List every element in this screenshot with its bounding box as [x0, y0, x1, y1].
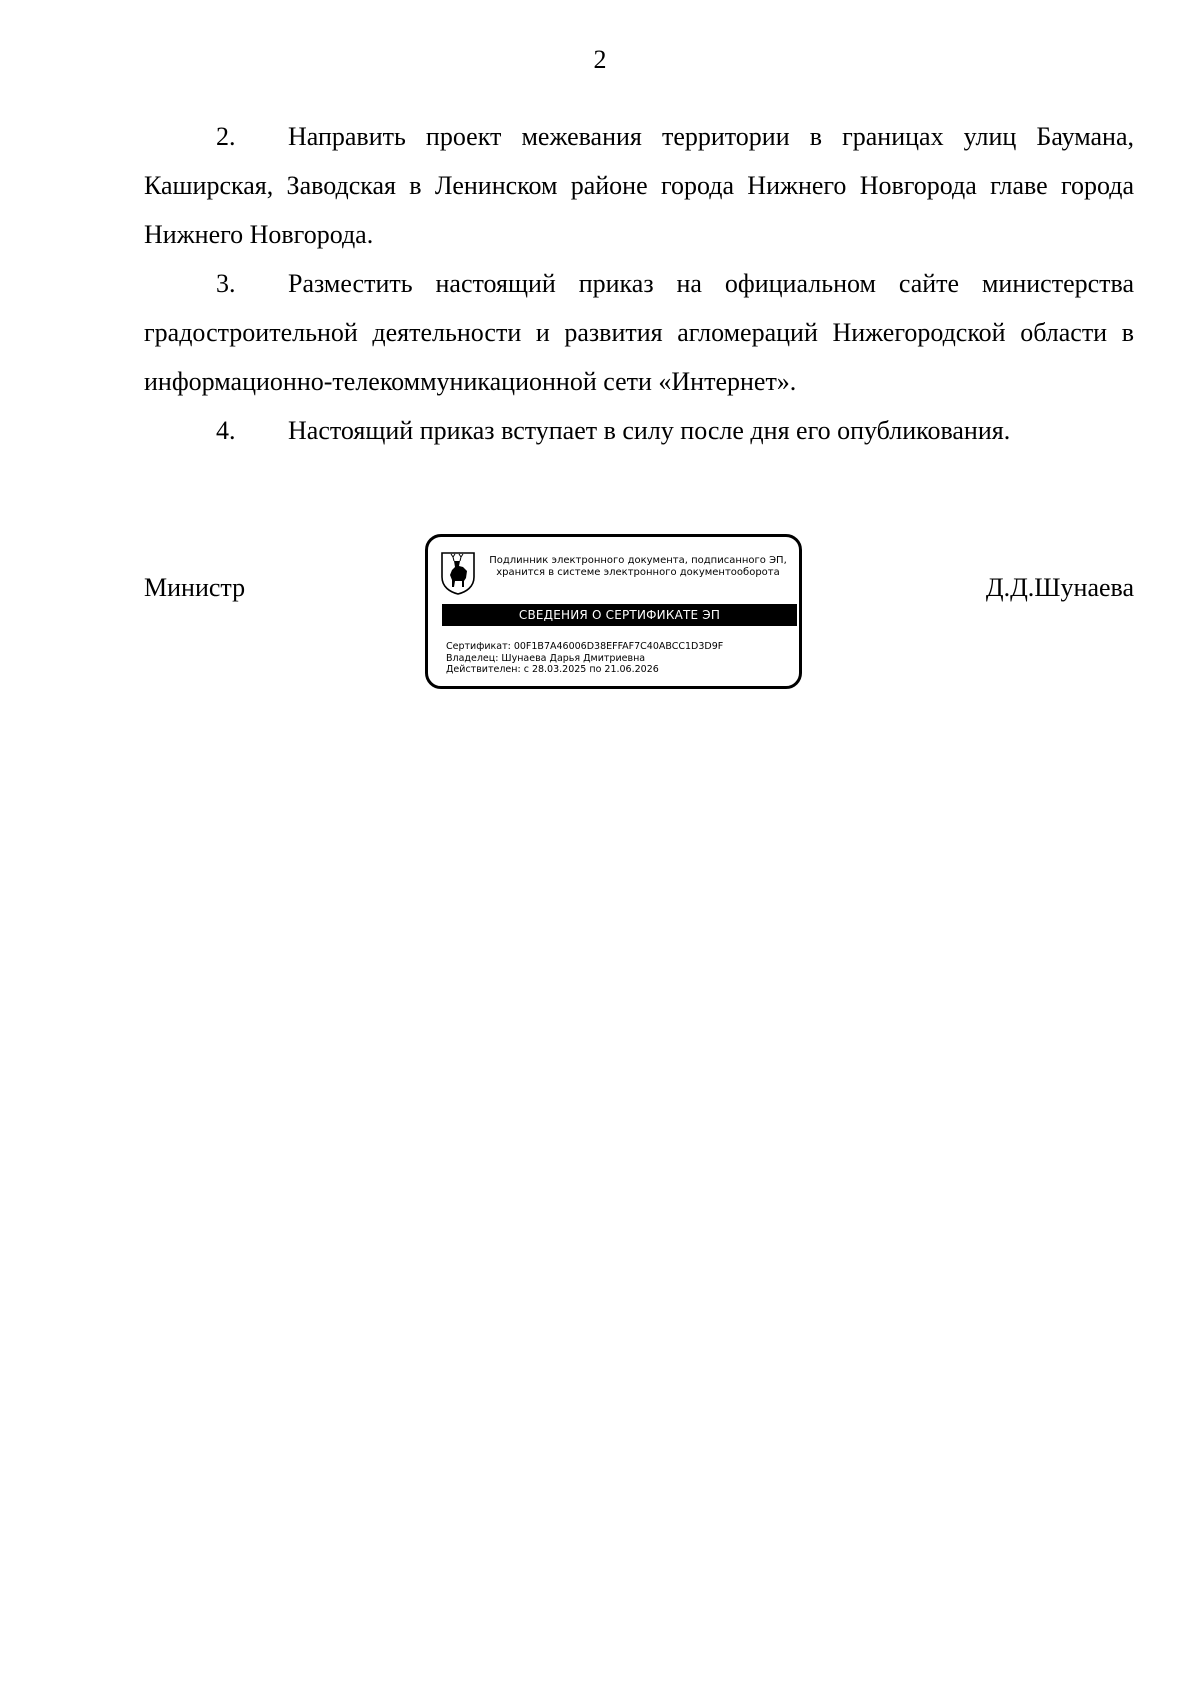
electronic-signature-stamp: [425, 534, 802, 689]
paragraph-item: [144, 259, 1134, 406]
paragraph-text: Разместить настоящий приказ на официальном сайте министерства градостроительной деятельности и развития агломераций Нижегородской области в информационно-телекоммуникационной сети «Интернет».: [144, 269, 1134, 396]
signatory-title: Министр: [144, 573, 246, 602]
paragraph-text: Направить проект межевания территории в границах улиц Баумана, Каширская, Заводская в Ленинском районе города Нижнего Новгорода главе города Нижнего Новгорода.: [144, 122, 1134, 249]
page-number: 2: [593, 45, 607, 74]
paragraph-number: 2.: [216, 122, 236, 151]
certificate-validity: Действителен: с 28.03.2025 по 21.06.2026: [446, 664, 659, 675]
stamp-header-line: хранится в системе электронного документооборота: [496, 567, 780, 578]
paragraph-number: 4.: [216, 416, 236, 445]
document-body: [144, 112, 1134, 455]
paragraph-item: [144, 112, 1134, 259]
stamp-header-line: Подлинник электронного документа, подписанного ЭП,: [489, 555, 787, 566]
certificate-owner: Владелец: Шунаева Дарья Дмитриевна: [446, 652, 646, 664]
signatory-name: Д.Д.Шунаева: [985, 573, 1134, 602]
certificate-info-bar: СВЕДЕНИЯ О СЕРТИФИКАТЕ ЭП: [442, 604, 797, 626]
paragraph-item: [144, 406, 1134, 455]
paragraph-text: Настоящий приказ вступает в силу после дня его опубликования.: [288, 416, 1011, 445]
stamp-header: [480, 555, 796, 579]
certificate-number: Сертификат: 00F1B7A46006D38EFFAF7C40ABCC1D3D9F: [446, 641, 724, 652]
certificate-details: [446, 641, 796, 676]
paragraph-number: 3.: [216, 269, 236, 298]
coat-of-arms-deer-icon: [440, 551, 476, 595]
